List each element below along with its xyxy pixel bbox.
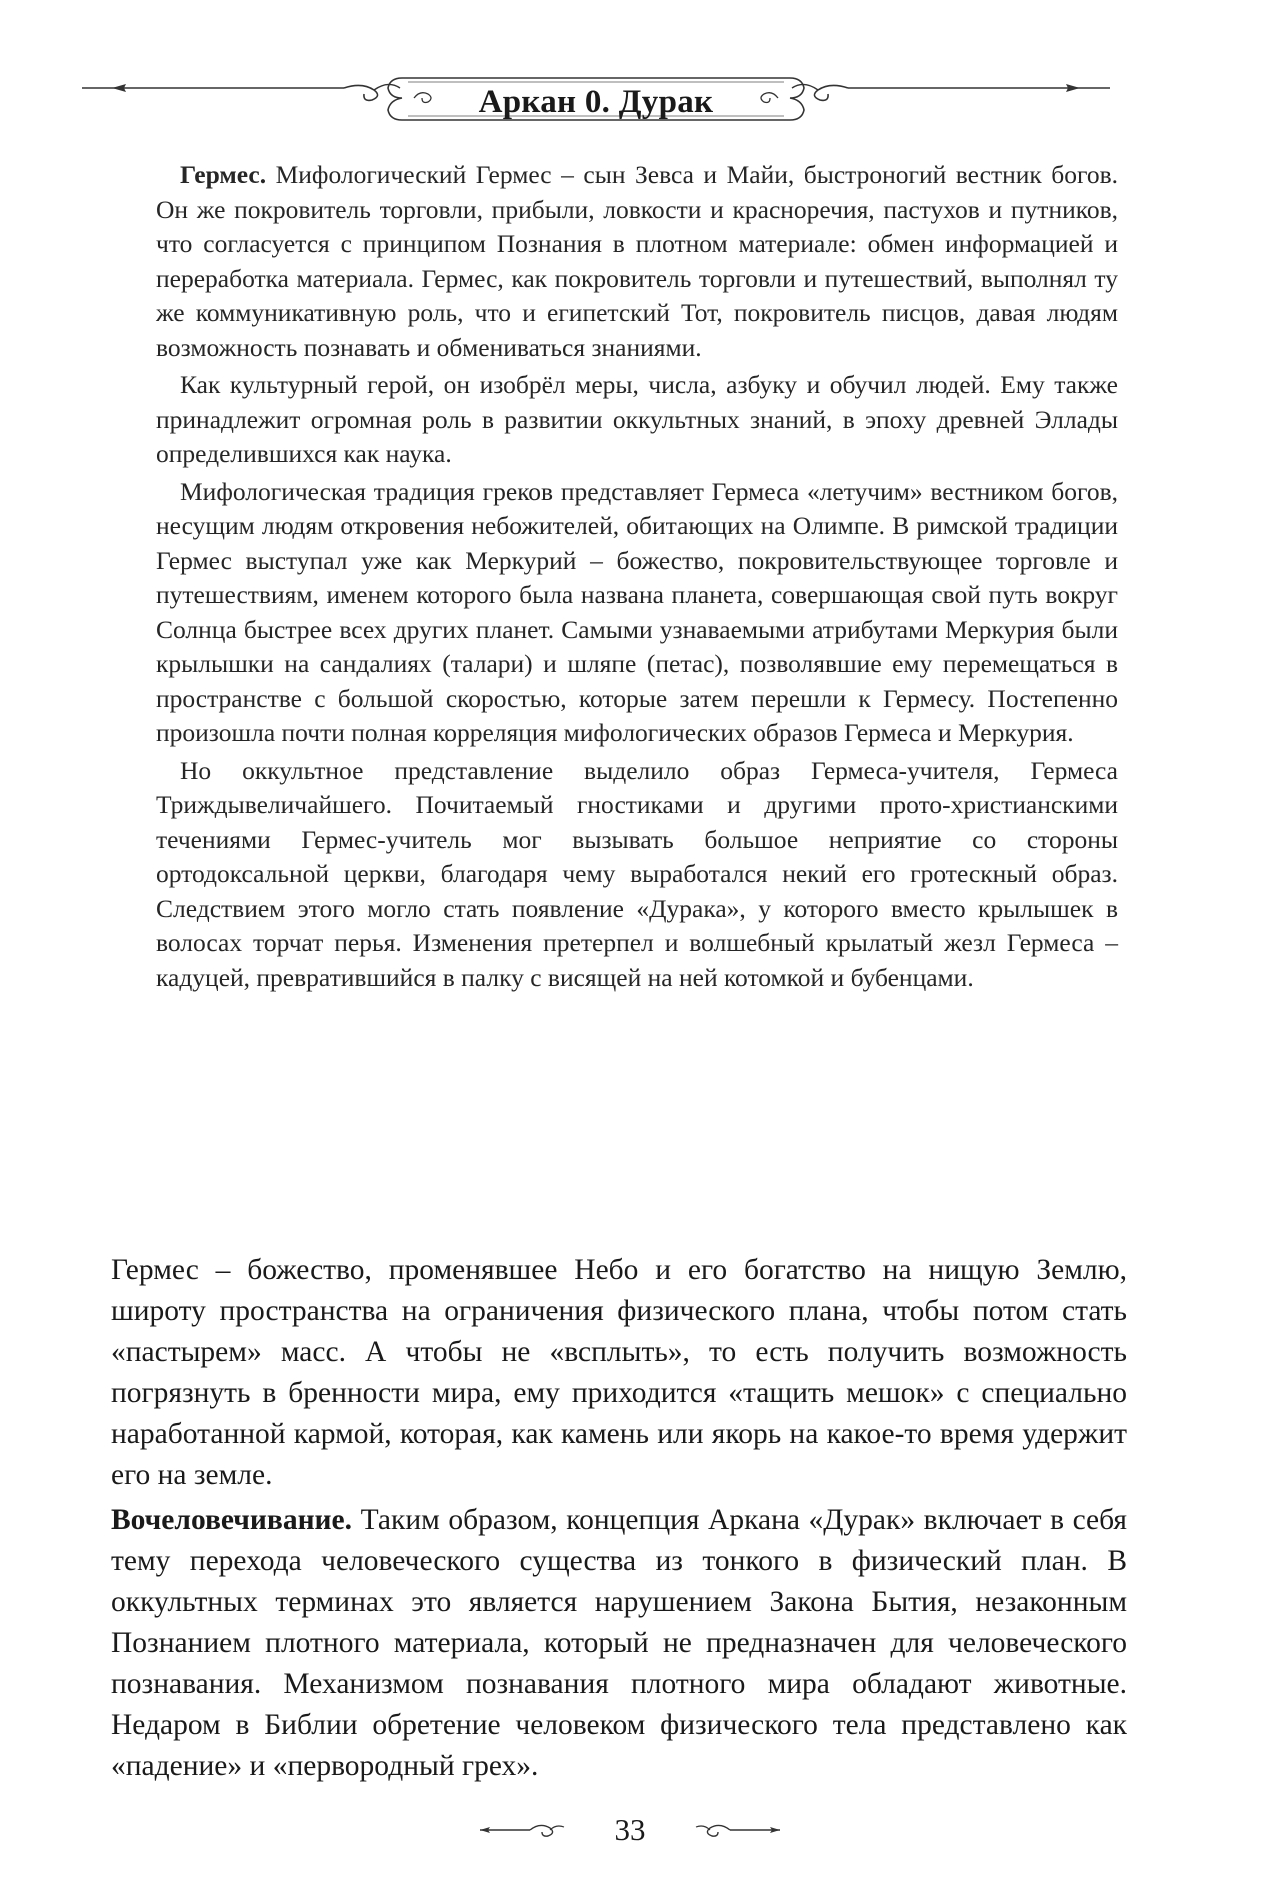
- body-paragraph-text: Таким образом, концепция Аркана «Дурак» включает в себя тему перехода человеческого существа из тонкого в физический план. В оккультных терминах это является нарушением Закона Бытия, незаконным Познанием плотного материала, который не предназначен для человеческого познавания. Механизмом познавания плотного мира обладают животные. Недаром в Библии обретение человеком физического тела представлено как «падение» и «первородный грех».: [111, 1504, 1127, 1782]
- excerpt-paragraph-4: Но оккультное представление выделило образ Гермеса-учителя, Гермеса Триждывеличайшего. Почитаемый гностиками и другими прото-христианскими течениями Гермес-учитель мог вызывать большое неприятие со стороны ортодоксальной церкви, благодаря чему выработался некий его гротескный образ. Следствием этого могло стать появление «Дурака», у которого вместо крылышек в волосах торчат перья. Изменения претерпел и волшебный крылатый жезл Гермеса – кадуцей, превратившийся в палку с висящей на ней котомкой и бубенцами.: [156, 755, 1118, 992]
- header-title: Аркан 0. Дурак: [478, 84, 714, 120]
- excerpt-block: [156, 158, 1118, 995]
- excerpt-paragraph-3: Мифологическая традиция греков представляет Гермеса «летучим» вестником богов, несущим людям откровения небожителей, обитающих на Олимпе. В римской традиции Гермес выступал уже как Меркурий – божество, покровительствующее торговле и путешествиям, именем которого была названа планета, совершающая свой путь вокруг Солнца быстрее всех других планет. Самыми узнаваемыми атрибутами Меркурия были крылышки на сандалиях (талари) и шляпе (петас), позволявшие ему перемещаться в пространстве с большой скоростью, которые затем перешли к Гермесу. Постепенно произошла почти полная корреляция мифологических образов Гермеса и Меркурия.: [156, 476, 1118, 747]
- body-paragraph-2: [111, 1500, 1127, 1787]
- excerpt-paragraph-text: Мифологический Гермес – сын Зевса и Майи, быстроногий вестник богов. Он же покровитель торговли, прибыли, ловкости и красноречия, пастухов и путников, что согласуется с принципом Познания в плотном материале: обмен информацией и переработка материала. Гермес, как покровитель торговли и путешествий, выполнял ту же коммуникативную роль, что и египетский Тот, покровитель писцов, давая людям возможность познавать и обмениваться знаниями.: [156, 160, 1118, 362]
- excerpt-paragraph-2: Как культурный герой, он изобрёл меры, числа, азбуку и обучил людей. Ему также принадлежит огромная роль в развитии оккультных знаний, в эпоху древней Эллады определившихся как наука.: [156, 370, 1118, 468]
- excerpt-paragraph-1: [156, 158, 1118, 365]
- page-footer: [470, 1808, 790, 1856]
- excerpt-lead-term: Гермес.: [180, 160, 267, 189]
- main-body: [111, 1250, 1127, 1787]
- page-number: 33: [614, 1812, 646, 1847]
- body-lead-term: Вочеловечивание.: [111, 1504, 353, 1536]
- body-paragraph-1: Гермес – божество, променявшее Небо и его богатство на нищую Землю, широту пространства на ограничения физического плана, чтобы потом стать «пастырем» масс. А чтобы не «всплыть», то есть получить возможность погрязнуть в бренности мира, ему приходится «тащить мешок» с специально наработанной кармой, которая, как камень или якорь на какое-то время удержит его на земле.: [111, 1254, 1127, 1491]
- running-header: [82, 76, 1110, 140]
